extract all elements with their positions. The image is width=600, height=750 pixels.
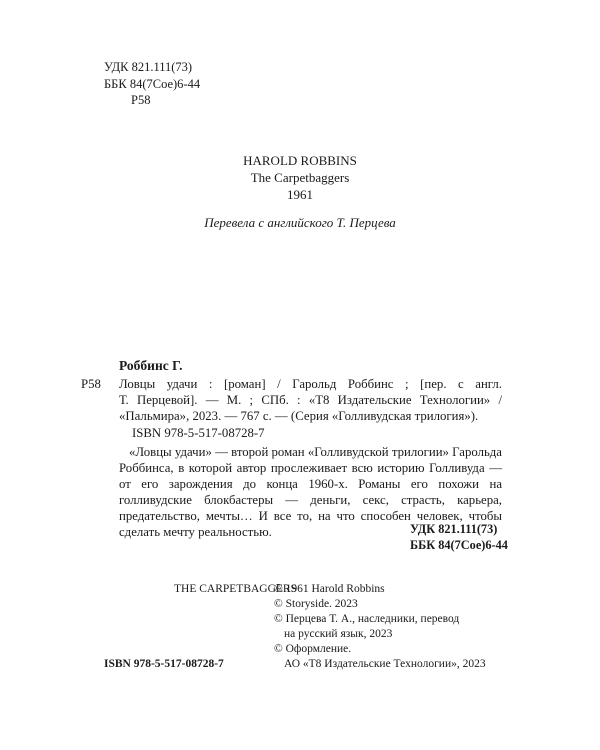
original-year: 1961: [287, 187, 313, 202]
catalog-mark: Р58: [81, 377, 101, 391]
catalog-line: «Пальмира», 2023. — 767 с. — (Серия «Голливудская трилогия»).: [119, 409, 479, 423]
author-mark: Р58: [131, 93, 151, 107]
catalog-bbk: ББК 84(7Сое)6-44: [410, 538, 508, 552]
copyright-original-label: THE CARPETBAGGERS: [174, 583, 297, 595]
catalog-isbn: ISBN 978-5-517-08728-7: [132, 426, 265, 440]
annotation: «Ловцы удачи» — второй роман «Голливудской трилогии» Гарольда Роббинса, в которой автор прослеживает всю историю Голливуда — от его зарождения до конца 1960-х. Романы его похожи на голливудские блокбастеры — деньги, секс, страсть, карьера, предательство, мечты… И все то, на что способен человек, чтобы сделать мечту реальностью.: [119, 445, 502, 539]
original-author: HAROLD ROBBINS: [243, 153, 357, 168]
translator-note: Перевела с английского Т. Перцева: [204, 215, 396, 230]
catalog-line: Т. Перцевой]. — М. ; СПб. : «Т8 Издательские Технологии» /: [119, 393, 502, 407]
catalog-heading: Роббинс Г.: [119, 358, 183, 373]
udk-code: УДК 821.111(73): [104, 60, 193, 74]
copyright-line: © Оформление.: [274, 643, 352, 655]
original-title: The Carpetbaggers: [250, 170, 350, 185]
copyright-line: на русский язык, 2023: [284, 628, 393, 640]
bbk-code: ББК 84(7Сое)6-44: [104, 77, 201, 91]
copyright-line: © Перцева Т. А., наследники, перевод: [274, 613, 460, 625]
copyright-isbn: ISBN 978-5-517-08728-7: [104, 658, 224, 670]
catalog-description: [119, 376, 502, 424]
copyright-line: © Storyside. 2023: [274, 598, 358, 610]
copyright-line: АО «Т8 Издательские Технологии», 2023: [284, 658, 486, 670]
copyright-line: © 1961 Harold Robbins: [274, 583, 385, 595]
catalog-udk: УДК 821.111(73): [410, 522, 498, 536]
catalog-line: Ловцы удачи : [роман] / Гарольд Роббинс ; [пер. с англ.: [119, 377, 502, 391]
